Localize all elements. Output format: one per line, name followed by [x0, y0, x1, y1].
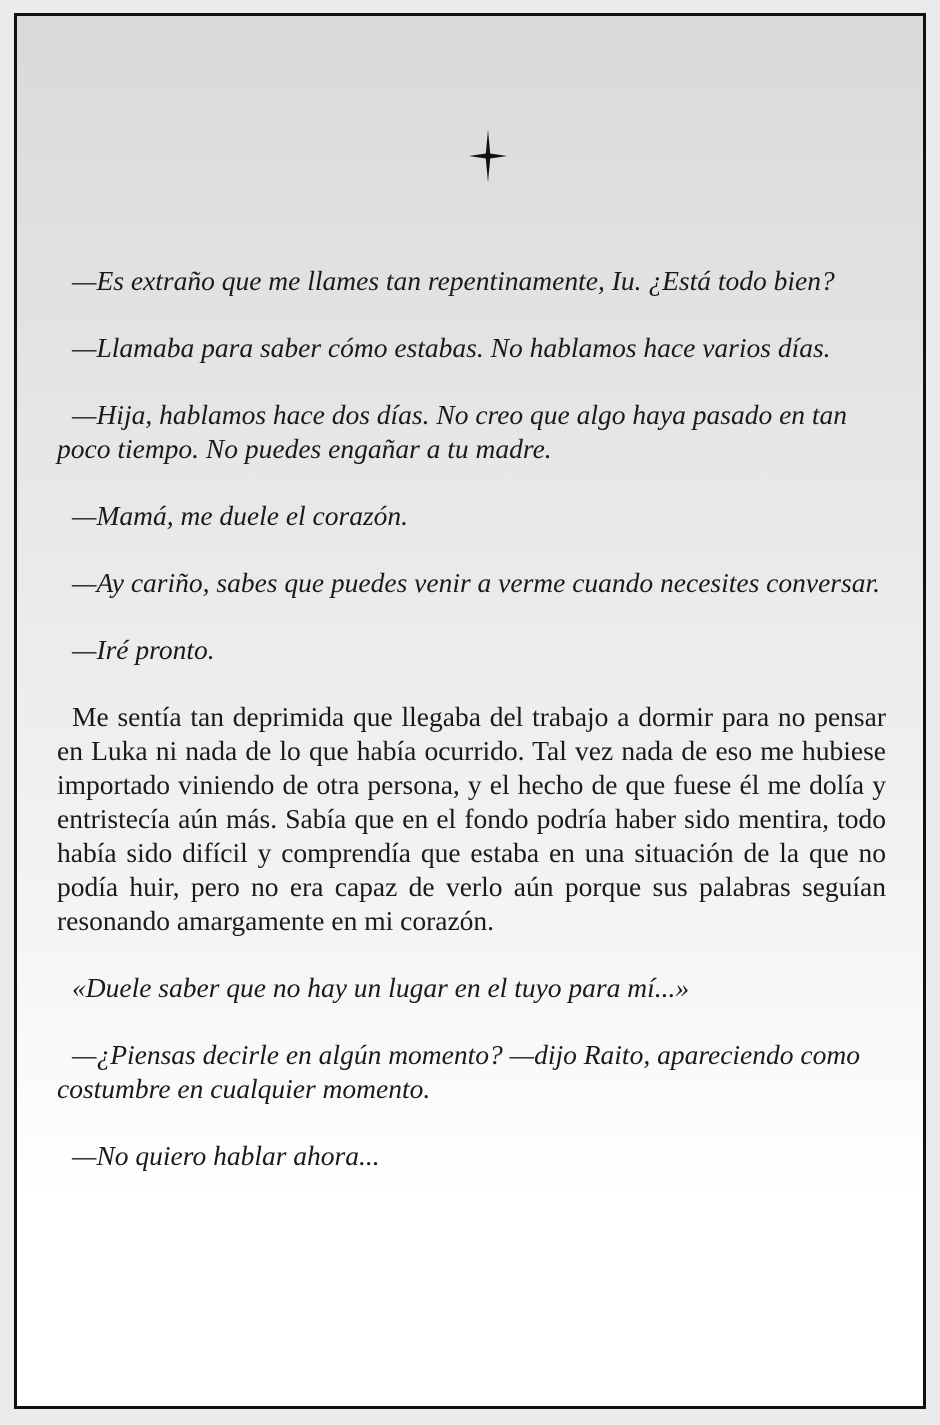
dialogue-line: —Ay cariño, sabes que puedes venir a verme cuando necesites conversar.: [72, 567, 880, 598]
dialogue-line: —Iré pronto.: [72, 634, 215, 665]
dialogue-line: —Hija, hablamos hace dos días. No creo que algo haya pasado en tan poco tiempo. No puedes engañar a tu madre.: [57, 399, 848, 464]
dialogue-line: —Es extraño que me llames tan repentinamente, Iu. ¿Está todo bien?: [72, 265, 835, 296]
story-text: [57, 264, 886, 1206]
narrative-paragraph: Me sentía tan deprimida que llegaba del trabajo a dormir para no pensar en Luka ni nada de lo que había ocurrido. Tal vez nada de eso me hubiese importado viniendo de otra persona, y el hecho de que fuese él me dolía y entristecía aún más. Sabía que en el fondo podría haber sido mentira, todo había sido difícil y comprendía que estaba en una situación de la que no podía huir, pero no era capaz de verlo aún porque sus palabras seguían resonando amargamente en mi corazón.: [57, 701, 886, 936]
dialogue-line: —No quiero hablar ahora...: [72, 1140, 380, 1171]
dialogue-line: —Llamaba para saber cómo estabas. No hablamos hace varios días.: [72, 332, 831, 363]
inner-thought: «Duele saber que no hay un lugar en el tuyo para mí...»: [72, 972, 690, 1003]
page-panel: [14, 13, 926, 1409]
four-point-star-icon: [469, 130, 507, 182]
dialogue-line: —Mamá, me duele el corazón.: [72, 500, 409, 531]
dialogue-line: —¿Piensas decirle en algún momento? —dijo Raito, apareciendo como costumbre en cualquier momento.: [57, 1039, 860, 1104]
